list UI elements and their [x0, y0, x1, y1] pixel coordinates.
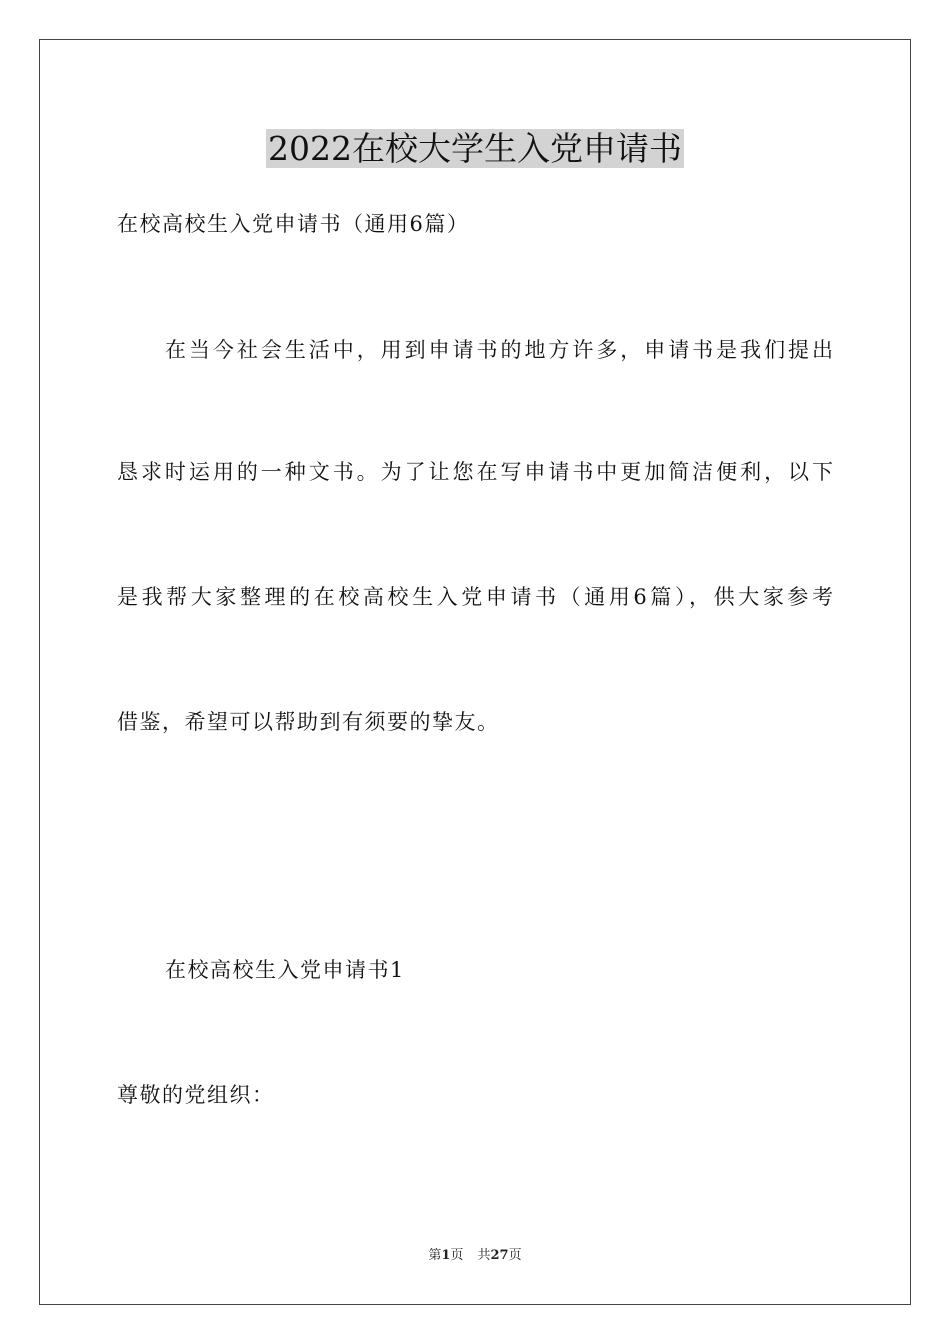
page-number: 1 — [441, 1248, 451, 1263]
total-prefix: 共 — [477, 1248, 491, 1263]
document-title — [0, 127, 950, 171]
section-heading: 在校高校生入党申请书1 — [165, 958, 405, 982]
total-pages: 27 — [490, 1248, 509, 1263]
document-title-text: 2022在校大学生入党申请书 — [268, 129, 682, 168]
document-subtitle: 在校高校生入党申请书（通用6篇） — [117, 212, 470, 236]
paragraph-line: 在当今社会生活中，用到申请书的地方许多，申请书是我们提出 — [165, 338, 833, 362]
page-footer — [0, 1247, 950, 1265]
paragraph-line: 恳求时运用的一种文书。为了让您在写申请书中更加简洁便利，以下 — [117, 460, 833, 484]
paragraph-line: 借鉴，希望可以帮助到有须要的挚友。 — [117, 710, 500, 734]
total-suffix: 页 — [508, 1248, 522, 1263]
page-suffix: 页 — [450, 1248, 464, 1263]
page-prefix: 第 — [428, 1248, 442, 1263]
salutation: 尊敬的党组织： — [117, 1083, 275, 1107]
paragraph-line: 是我帮大家整理的在校高校生入党申请书（通用6篇），供大家参考 — [117, 585, 833, 609]
